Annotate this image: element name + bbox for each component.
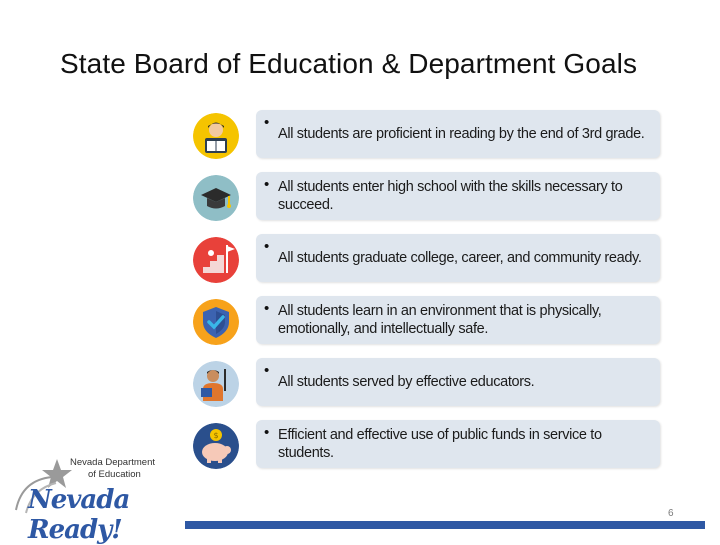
bullet: • (264, 176, 270, 193)
goal-text: Efficient and effective use of public funds in service to students. (278, 427, 602, 461)
goal-item-reading (190, 110, 662, 160)
bullet: • (264, 238, 270, 255)
logo-line-2: of Education (88, 469, 141, 480)
stairs-flag-icon (193, 237, 239, 283)
goal-box (256, 420, 660, 468)
logo-script: Nevada Ready! (28, 485, 130, 545)
student-reading-icon (193, 113, 239, 159)
goal-text: All students learn in an environment that is physically, emotionally, and intellectually safe. (278, 303, 602, 337)
goal-box (256, 296, 660, 344)
teacher-icon (193, 361, 239, 407)
graduation-cap-icon (193, 175, 239, 221)
svg-text:$: $ (213, 431, 219, 440)
goal-box (256, 110, 660, 158)
footer-bar (185, 521, 705, 529)
goal-text: All students graduate college, career, and community ready. (278, 250, 642, 266)
goal-item-educators (190, 358, 662, 408)
bullet: • (264, 362, 270, 379)
piggy-bank-icon (193, 423, 239, 469)
goal-item-graduate (190, 234, 662, 284)
bullet: • (264, 300, 270, 317)
goal-item-safe-environment (190, 296, 662, 346)
goal-box (256, 234, 660, 282)
page-number: 6 (668, 508, 674, 519)
goal-box (256, 172, 660, 220)
slide-title: State Board of Education & Department Goals (60, 48, 638, 79)
goal-text: All students are proficient in reading by the end of 3rd grade. (278, 126, 645, 142)
bullet: • (264, 114, 270, 131)
goal-item-public-funds (190, 420, 662, 470)
nevada-ready-logo (10, 455, 180, 545)
goal-box (256, 358, 660, 406)
logo-line-1: Nevada Department (70, 457, 156, 468)
goal-text: All students enter high school with the skills necessary to succeed. (278, 179, 623, 213)
goal-item-high-school (190, 172, 662, 222)
goal-text: All students served by effective educators. (278, 374, 535, 390)
bullet: • (264, 424, 270, 441)
shield-check-icon (193, 299, 239, 345)
